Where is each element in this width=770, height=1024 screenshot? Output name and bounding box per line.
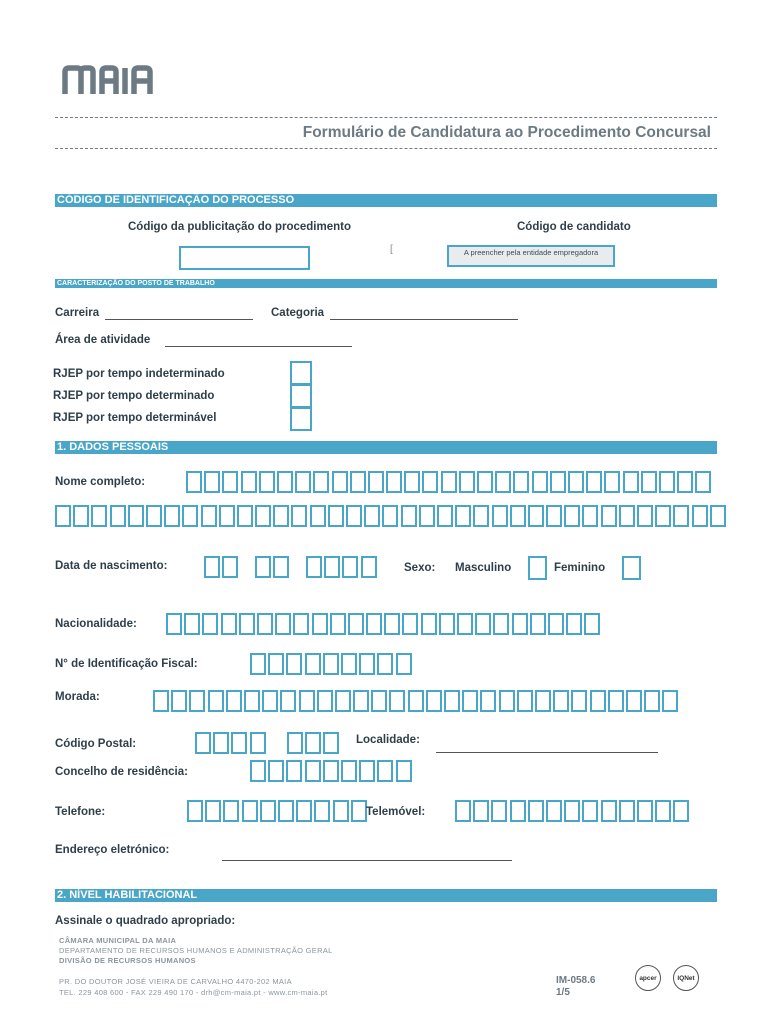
char-cell[interactable] <box>389 690 405 712</box>
char-cell[interactable] <box>530 613 546 635</box>
char-cell[interactable] <box>462 690 478 712</box>
char-cell[interactable] <box>546 505 562 527</box>
char-cell[interactable] <box>590 690 606 712</box>
char-cell[interactable] <box>623 471 639 493</box>
char-cell[interactable] <box>268 760 284 782</box>
char-cell[interactable] <box>287 732 303 754</box>
char-cell[interactable] <box>221 613 237 635</box>
char-cell[interactable] <box>353 690 369 712</box>
char-cell[interactable] <box>166 613 182 635</box>
char-cell[interactable] <box>439 613 455 635</box>
char-cell[interactable] <box>673 505 689 527</box>
char-cell[interactable] <box>208 690 224 712</box>
char-cell[interactable] <box>91 505 107 527</box>
char-cell[interactable] <box>333 800 349 822</box>
char-cell[interactable] <box>293 613 309 635</box>
char-cell[interactable] <box>250 760 266 782</box>
char-cell[interactable] <box>359 760 375 782</box>
char-cell[interactable] <box>677 471 693 493</box>
char-cell[interactable] <box>571 690 587 712</box>
char-cell[interactable] <box>532 471 548 493</box>
char-cell[interactable] <box>222 471 238 493</box>
footer-address: PR. DO DOUTOR JOSÉ VIEIRA DE CARVALHO 4470-202 MAIA <box>59 977 292 986</box>
area-label: Área de atividade <box>55 334 151 346</box>
char-cell[interactable] <box>396 760 412 782</box>
char-cell[interactable] <box>475 613 491 635</box>
candidate-code-label: Código de candidato <box>517 221 631 233</box>
candidate-code-box: A preencher pela entidade empregadora <box>447 245 615 267</box>
char-cell[interactable] <box>237 505 253 527</box>
form-title: Formulário de Candidatura ao Procedimento Concursal <box>302 124 711 141</box>
char-cell[interactable] <box>641 471 657 493</box>
char-cell[interactable] <box>244 690 260 712</box>
char-cell[interactable] <box>242 800 258 822</box>
section-process-code: CÓDIGO DE IDENTIFICAÇÃO DO PROCESSO <box>55 194 717 207</box>
char-cell[interactable] <box>350 471 366 493</box>
char-cell[interactable] <box>371 690 387 712</box>
char-cell[interactable] <box>619 800 635 822</box>
char-cell[interactable] <box>441 471 457 493</box>
concelho-cells[interactable] <box>250 760 414 782</box>
carreira-field[interactable] <box>105 319 253 320</box>
char-cell[interactable] <box>604 471 620 493</box>
feminino-checkbox[interactable] <box>622 556 641 580</box>
sexo-label: Sexo: <box>404 562 436 574</box>
char-cell[interactable] <box>299 690 315 712</box>
char-cell[interactable] <box>306 556 322 578</box>
char-cell[interactable] <box>332 471 348 493</box>
char-cell[interactable] <box>492 505 508 527</box>
char-cell[interactable] <box>231 732 247 754</box>
char-cell[interactable] <box>260 800 276 822</box>
rjep-determinado-checkbox[interactable] <box>290 384 312 408</box>
char-cell[interactable] <box>655 505 671 527</box>
char-cell[interactable] <box>477 471 493 493</box>
char-cell[interactable] <box>513 471 529 493</box>
char-cell[interactable] <box>219 505 235 527</box>
nacionalidade-label: Nacionalidade: <box>55 618 137 630</box>
char-cell[interactable] <box>239 613 255 635</box>
birth-month-cells[interactable] <box>255 556 291 578</box>
char-cell[interactable] <box>377 653 393 675</box>
char-cell[interactable] <box>341 760 357 782</box>
char-cell[interactable] <box>426 690 442 712</box>
email-field[interactable] <box>222 860 512 861</box>
rjep-determinavel-checkbox[interactable] <box>290 407 312 431</box>
char-cell[interactable] <box>637 505 653 527</box>
char-cell[interactable] <box>341 653 357 675</box>
carreira-label: Carreira <box>55 307 100 319</box>
char-cell[interactable] <box>250 732 266 754</box>
char-cell[interactable] <box>644 690 660 712</box>
rjep-indeterminado-label: RJEP por tempo indeterminado <box>53 368 225 380</box>
char-cell[interactable] <box>586 471 602 493</box>
char-cell[interactable] <box>402 613 418 635</box>
char-cell[interactable] <box>205 800 221 822</box>
education-instruction: Assinale o quadrado apropriado: <box>55 915 236 927</box>
char-cell[interactable] <box>673 800 689 822</box>
char-cell[interactable] <box>295 471 311 493</box>
char-cell[interactable] <box>226 690 242 712</box>
char-cell[interactable] <box>324 556 340 578</box>
char-cell[interactable] <box>396 653 412 675</box>
char-cell[interactable] <box>241 471 257 493</box>
char-cell[interactable] <box>473 505 489 527</box>
char-cell[interactable] <box>305 653 321 675</box>
categoria-label: Categoria <box>271 307 325 319</box>
char-cell[interactable] <box>510 505 526 527</box>
rjep-determinavel-label: RJEP por tempo determinável <box>53 412 217 424</box>
char-cell[interactable] <box>366 613 382 635</box>
morada-label: Morada: <box>55 691 100 703</box>
header-divider-bottom <box>55 148 717 149</box>
nif-cells[interactable] <box>250 653 414 675</box>
nascimento-label: Data de nascimento: <box>55 560 168 572</box>
feminino-label: Feminino <box>554 562 606 574</box>
char-cell[interactable] <box>330 613 346 635</box>
char-cell[interactable] <box>286 760 302 782</box>
char-cell[interactable] <box>408 690 424 712</box>
telefone-label: Telefone: <box>55 806 106 818</box>
char-cell[interactable] <box>695 471 711 493</box>
section-post: CARACTERIZAÇÃO DO POSTO DE TRABALHO <box>55 279 717 288</box>
char-cell[interactable] <box>55 505 71 527</box>
char-cell[interactable] <box>312 613 328 635</box>
char-cell[interactable] <box>364 505 380 527</box>
char-cell[interactable] <box>164 505 180 527</box>
char-cell[interactable] <box>422 471 438 493</box>
char-cell[interactable] <box>421 613 437 635</box>
char-cell[interactable] <box>223 800 239 822</box>
char-cell[interactable] <box>310 505 326 527</box>
char-cell[interactable] <box>553 690 569 712</box>
char-cell[interactable] <box>535 690 551 712</box>
char-cell[interactable] <box>273 556 289 578</box>
char-cell[interactable] <box>275 613 291 635</box>
char-cell[interactable] <box>437 505 453 527</box>
char-cell[interactable] <box>204 471 220 493</box>
char-cell[interactable] <box>359 653 375 675</box>
char-cell[interactable] <box>419 505 435 527</box>
codigo-postal-label: Código Postal: <box>55 738 137 750</box>
char-cell[interactable] <box>637 800 653 822</box>
publication-code-label: Código da publicitação do procedimento <box>128 221 351 233</box>
postal-code-cells-a[interactable] <box>195 732 268 754</box>
char-cell[interactable] <box>548 613 564 635</box>
char-cell[interactable] <box>268 653 284 675</box>
char-cell[interactable] <box>493 613 509 635</box>
char-cell[interactable] <box>368 471 384 493</box>
char-cell[interactable] <box>384 613 400 635</box>
telemovel-label: Telemóvel: <box>366 806 426 818</box>
char-cell[interactable] <box>278 800 294 822</box>
char-cell[interactable] <box>73 505 89 527</box>
birth-day-cells[interactable] <box>204 556 240 578</box>
char-cell[interactable] <box>457 613 473 635</box>
page-number: 1/5 <box>556 987 570 998</box>
footer-contacts: TEL. 229 408 600 - FAX 229 490 170 - drh@cm-maia.pt - www.cm-maia.pt <box>59 988 328 997</box>
char-cell[interactable] <box>255 505 271 527</box>
char-cell[interactable] <box>662 690 678 712</box>
char-cell[interactable] <box>291 505 307 527</box>
char-cell[interactable] <box>512 613 528 635</box>
categoria-field[interactable] <box>330 319 518 320</box>
char-cell[interactable] <box>182 505 198 527</box>
char-cell[interactable] <box>659 471 675 493</box>
char-cell[interactable] <box>213 732 229 754</box>
char-cell[interactable] <box>351 800 367 822</box>
section-personal-data: 1. DADOS PESSOAIS <box>55 441 717 454</box>
char-cell[interactable] <box>601 505 617 527</box>
nome-cells-row2[interactable] <box>55 505 728 527</box>
char-cell[interactable] <box>323 732 339 754</box>
char-cell[interactable] <box>153 690 169 712</box>
rjep-determinado-label: RJEP por tempo determinado <box>53 390 215 402</box>
telefone-cells[interactable] <box>187 800 369 822</box>
char-cell[interactable] <box>171 690 187 712</box>
char-cell[interactable] <box>201 505 217 527</box>
concelho-label: Concelho de residência: <box>55 766 188 778</box>
char-cell[interactable] <box>404 471 420 493</box>
header-divider-top <box>55 117 717 118</box>
nacionalidade-cells[interactable] <box>166 613 603 635</box>
apcer-badge-icon: apcer <box>635 965 661 991</box>
char-cell[interactable] <box>568 471 584 493</box>
char-cell[interactable] <box>382 505 398 527</box>
char-cell[interactable] <box>342 556 358 578</box>
char-cell[interactable] <box>204 556 220 578</box>
telemovel-cells[interactable] <box>455 800 691 822</box>
char-cell[interactable] <box>202 613 218 635</box>
char-cell[interactable] <box>323 653 339 675</box>
email-label: Endereço eletrónico: <box>55 844 170 856</box>
nome-label: Nome completo: <box>55 476 146 488</box>
char-cell[interactable] <box>655 800 671 822</box>
char-cell[interactable] <box>222 556 238 578</box>
char-cell[interactable] <box>582 800 598 822</box>
char-cell[interactable] <box>273 505 289 527</box>
iqnet-badge-icon: IQNet <box>673 965 699 991</box>
char-cell[interactable] <box>608 690 624 712</box>
char-cell[interactable] <box>601 800 617 822</box>
char-cell[interactable] <box>566 613 582 635</box>
char-cell[interactable] <box>146 505 162 527</box>
char-cell[interactable] <box>499 690 515 712</box>
char-cell[interactable] <box>313 471 329 493</box>
char-cell[interactable] <box>184 613 200 635</box>
char-cell[interactable] <box>280 690 296 712</box>
postal-code-cells-b[interactable] <box>287 732 342 754</box>
char-cell[interactable] <box>564 800 580 822</box>
char-cell[interactable] <box>550 471 566 493</box>
char-cell[interactable] <box>314 800 330 822</box>
char-cell[interactable] <box>584 613 600 635</box>
char-cell[interactable] <box>528 800 544 822</box>
bracket-mark: [ <box>390 244 393 255</box>
char-cell[interactable] <box>277 471 293 493</box>
char-cell[interactable] <box>186 471 202 493</box>
char-cell[interactable] <box>528 505 544 527</box>
char-cell[interactable] <box>317 690 333 712</box>
char-cell[interactable] <box>348 613 364 635</box>
char-cell[interactable] <box>386 471 402 493</box>
char-cell[interactable] <box>619 505 635 527</box>
char-cell[interactable] <box>473 800 489 822</box>
publication-code-input[interactable] <box>179 246 310 270</box>
char-cell[interactable] <box>259 471 275 493</box>
char-cell[interactable] <box>255 556 271 578</box>
char-cell[interactable] <box>582 505 598 527</box>
nome-cells-row1[interactable] <box>186 471 713 493</box>
maia-logo <box>62 64 158 94</box>
birth-year-cells[interactable] <box>306 556 379 578</box>
nif-label: N° de Identificação Fiscal: <box>55 658 198 670</box>
char-cell[interactable] <box>195 732 211 754</box>
char-cell[interactable] <box>323 760 339 782</box>
char-cell[interactable] <box>305 760 321 782</box>
char-cell[interactable] <box>546 800 562 822</box>
form-code: IM-058.6 <box>556 975 596 986</box>
char-cell[interactable] <box>459 471 475 493</box>
char-cell[interactable] <box>510 800 526 822</box>
char-cell[interactable] <box>444 690 460 712</box>
char-cell[interactable] <box>262 690 278 712</box>
char-cell[interactable] <box>286 653 302 675</box>
char-cell[interactable] <box>710 505 726 527</box>
char-cell[interactable] <box>328 505 344 527</box>
char-cell[interactable] <box>346 505 362 527</box>
masculino-label: Masculino <box>455 562 512 574</box>
rjep-indeterminado-checkbox[interactable] <box>290 361 312 385</box>
char-cell[interactable] <box>189 690 205 712</box>
char-cell[interactable] <box>257 613 273 635</box>
morada-cells[interactable] <box>153 690 680 712</box>
char-cell[interactable] <box>361 556 377 578</box>
char-cell[interactable] <box>480 690 496 712</box>
char-cell[interactable] <box>692 505 708 527</box>
footer-org2: DEPARTAMENTO DE RECURSOS HUMANOS E ADMINISTRAÇÃO GERAL <box>59 946 333 955</box>
char-cell[interactable] <box>335 690 351 712</box>
char-cell[interactable] <box>128 505 144 527</box>
section-education: 2. NÍVEL HABILITACIONAL <box>55 889 717 902</box>
char-cell[interactable] <box>564 505 580 527</box>
char-cell[interactable] <box>250 653 266 675</box>
char-cell[interactable] <box>455 800 471 822</box>
char-cell[interactable] <box>495 471 511 493</box>
char-cell[interactable] <box>305 732 321 754</box>
char-cell[interactable] <box>110 505 126 527</box>
area-field[interactable] <box>165 346 352 347</box>
char-cell[interactable] <box>626 690 642 712</box>
char-cell[interactable] <box>377 760 393 782</box>
localidade-label: Localidade: <box>356 734 420 746</box>
footer-org3: DIVISÃO DE RECURSOS HUMANOS <box>59 956 196 965</box>
char-cell[interactable] <box>491 800 507 822</box>
char-cell[interactable] <box>187 800 203 822</box>
char-cell[interactable] <box>296 800 312 822</box>
char-cell[interactable] <box>455 505 471 527</box>
char-cell[interactable] <box>517 690 533 712</box>
char-cell[interactable] <box>401 505 417 527</box>
localidade-field[interactable] <box>436 752 658 753</box>
footer-org1: CÂMARA MUNICIPAL DA MAIA <box>59 936 177 945</box>
masculino-checkbox[interactable] <box>528 556 547 580</box>
